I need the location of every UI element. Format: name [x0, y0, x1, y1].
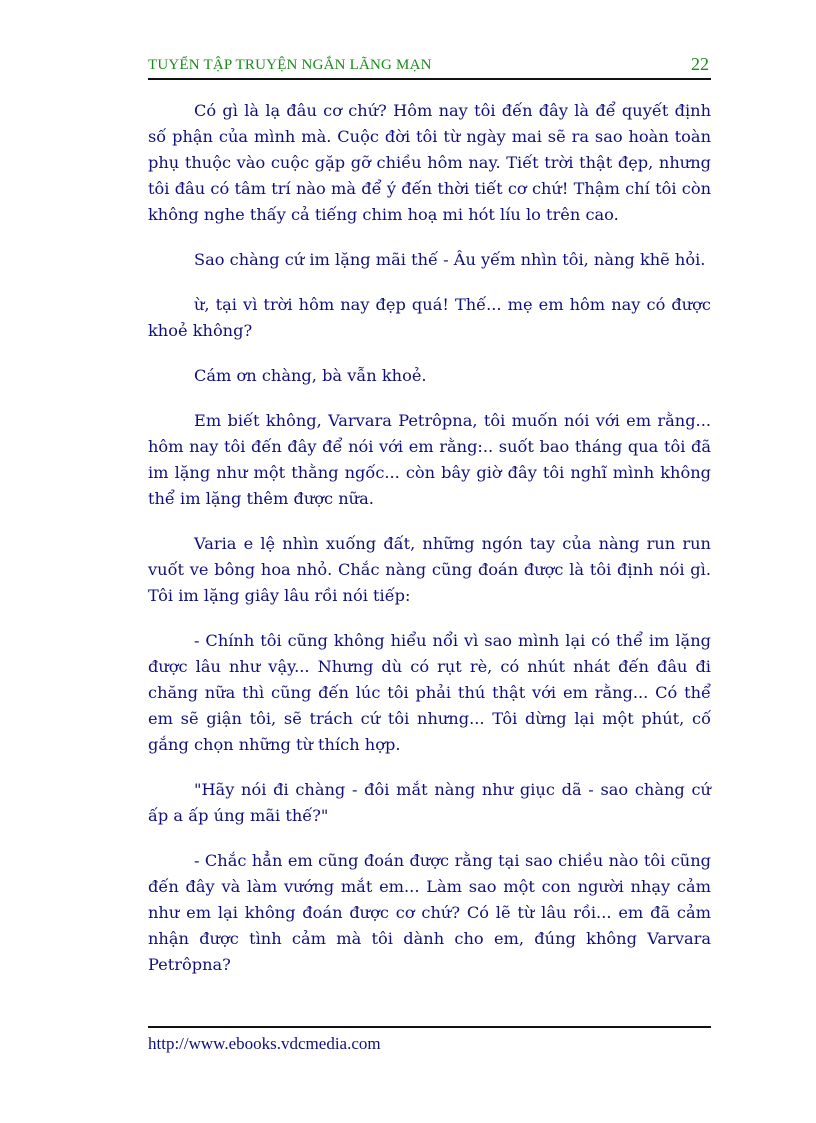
book-title: TUYỂN TẬP TRUYỆN NGẮN LÃNG MẠN [148, 57, 432, 73]
paragraph: Cám ơn chàng, bà vẫn khoẻ. [194, 366, 427, 385]
page-body [148, 98, 711, 997]
paragraph: - Chắc hẳn em cũng đoán được rằng tại sao chiều nào tôi cũng đến đây và làm vướng mắt em... Làm sao một con người nhạy cảm như em lại không đoán được cơ chứ? Có lẽ từ lâu rồi... em đã cảm nhận được tình cảm mà tôi dành cho em, đúng không Varvara Petrôpna? [148, 851, 711, 974]
page-header [148, 54, 711, 80]
page-number: 22 [691, 54, 709, 74]
paragraph: Sao chàng cứ im lặng mãi thế - Âu yếm nhìn tôi, nàng khẽ hỏi. [194, 250, 706, 269]
paragraph: "Hãy nói đi chàng - đôi mắt nàng như giục dã - sao chàng cứ ấp a ấp úng mãi thế?" [148, 780, 711, 825]
paragraph: Varia e lệ nhìn xuống đất, những ngón tay của nàng run run vuốt ve bông hoa nhỏ. Chắc nàng cũng đoán được là tôi định nói gì. Tôi im lặng giây lâu rồi nói tiếp: [148, 534, 711, 605]
footer-divider [148, 1026, 711, 1028]
paragraph: Em biết không, Varvara Petrôpna, tôi muốn nói với em rằng... hôm nay tôi đến đây để nói với em rằng:.. suốt bao tháng qua tôi đã im lặng như một thằng ngốc... còn bây giờ đây tôi nghĩ mình không thể im lặng thêm được nữa. [148, 411, 711, 508]
footer-url-link[interactable]: http://www.ebooks.vdcmedia.com [148, 1034, 381, 1053]
paragraph: ừ, tại vì trời hôm nay đẹp quá! Thế... mẹ em hôm nay có được khoẻ không? [148, 295, 711, 340]
paragraph: Có gì là lạ đâu cơ chứ? Hôm nay tôi đến đây là để quyết định số phận của mình mà. Cuộc đời tôi từ ngày mai sẽ ra sao hoàn toàn phụ thuộc vào cuộc gặp gỡ chiều hôm nay. Tiết trời thật đẹp, nhưng tôi đâu có tâm trí nào mà để ý đến thời tiết cơ chứ! Thậm chí tôi còn không nghe thấy cả tiếng chim hoạ mi hót líu lo trên cao. [148, 101, 711, 224]
paragraph: - Chính tôi cũng không hiểu nổi vì sao mình lại có thể im lặng được lâu như vậy... Nhưng dù có rụt rè, có nhút nhát đến đâu đi chăng nữa thì cũng đến lúc tôi phải thú thật với em rằng... Có thể em sẽ giận tôi, sẽ trách cứ tôi nhưng... Tôi dừng lại một phút, cố gắng chọn những từ thích hợp. [148, 631, 711, 754]
